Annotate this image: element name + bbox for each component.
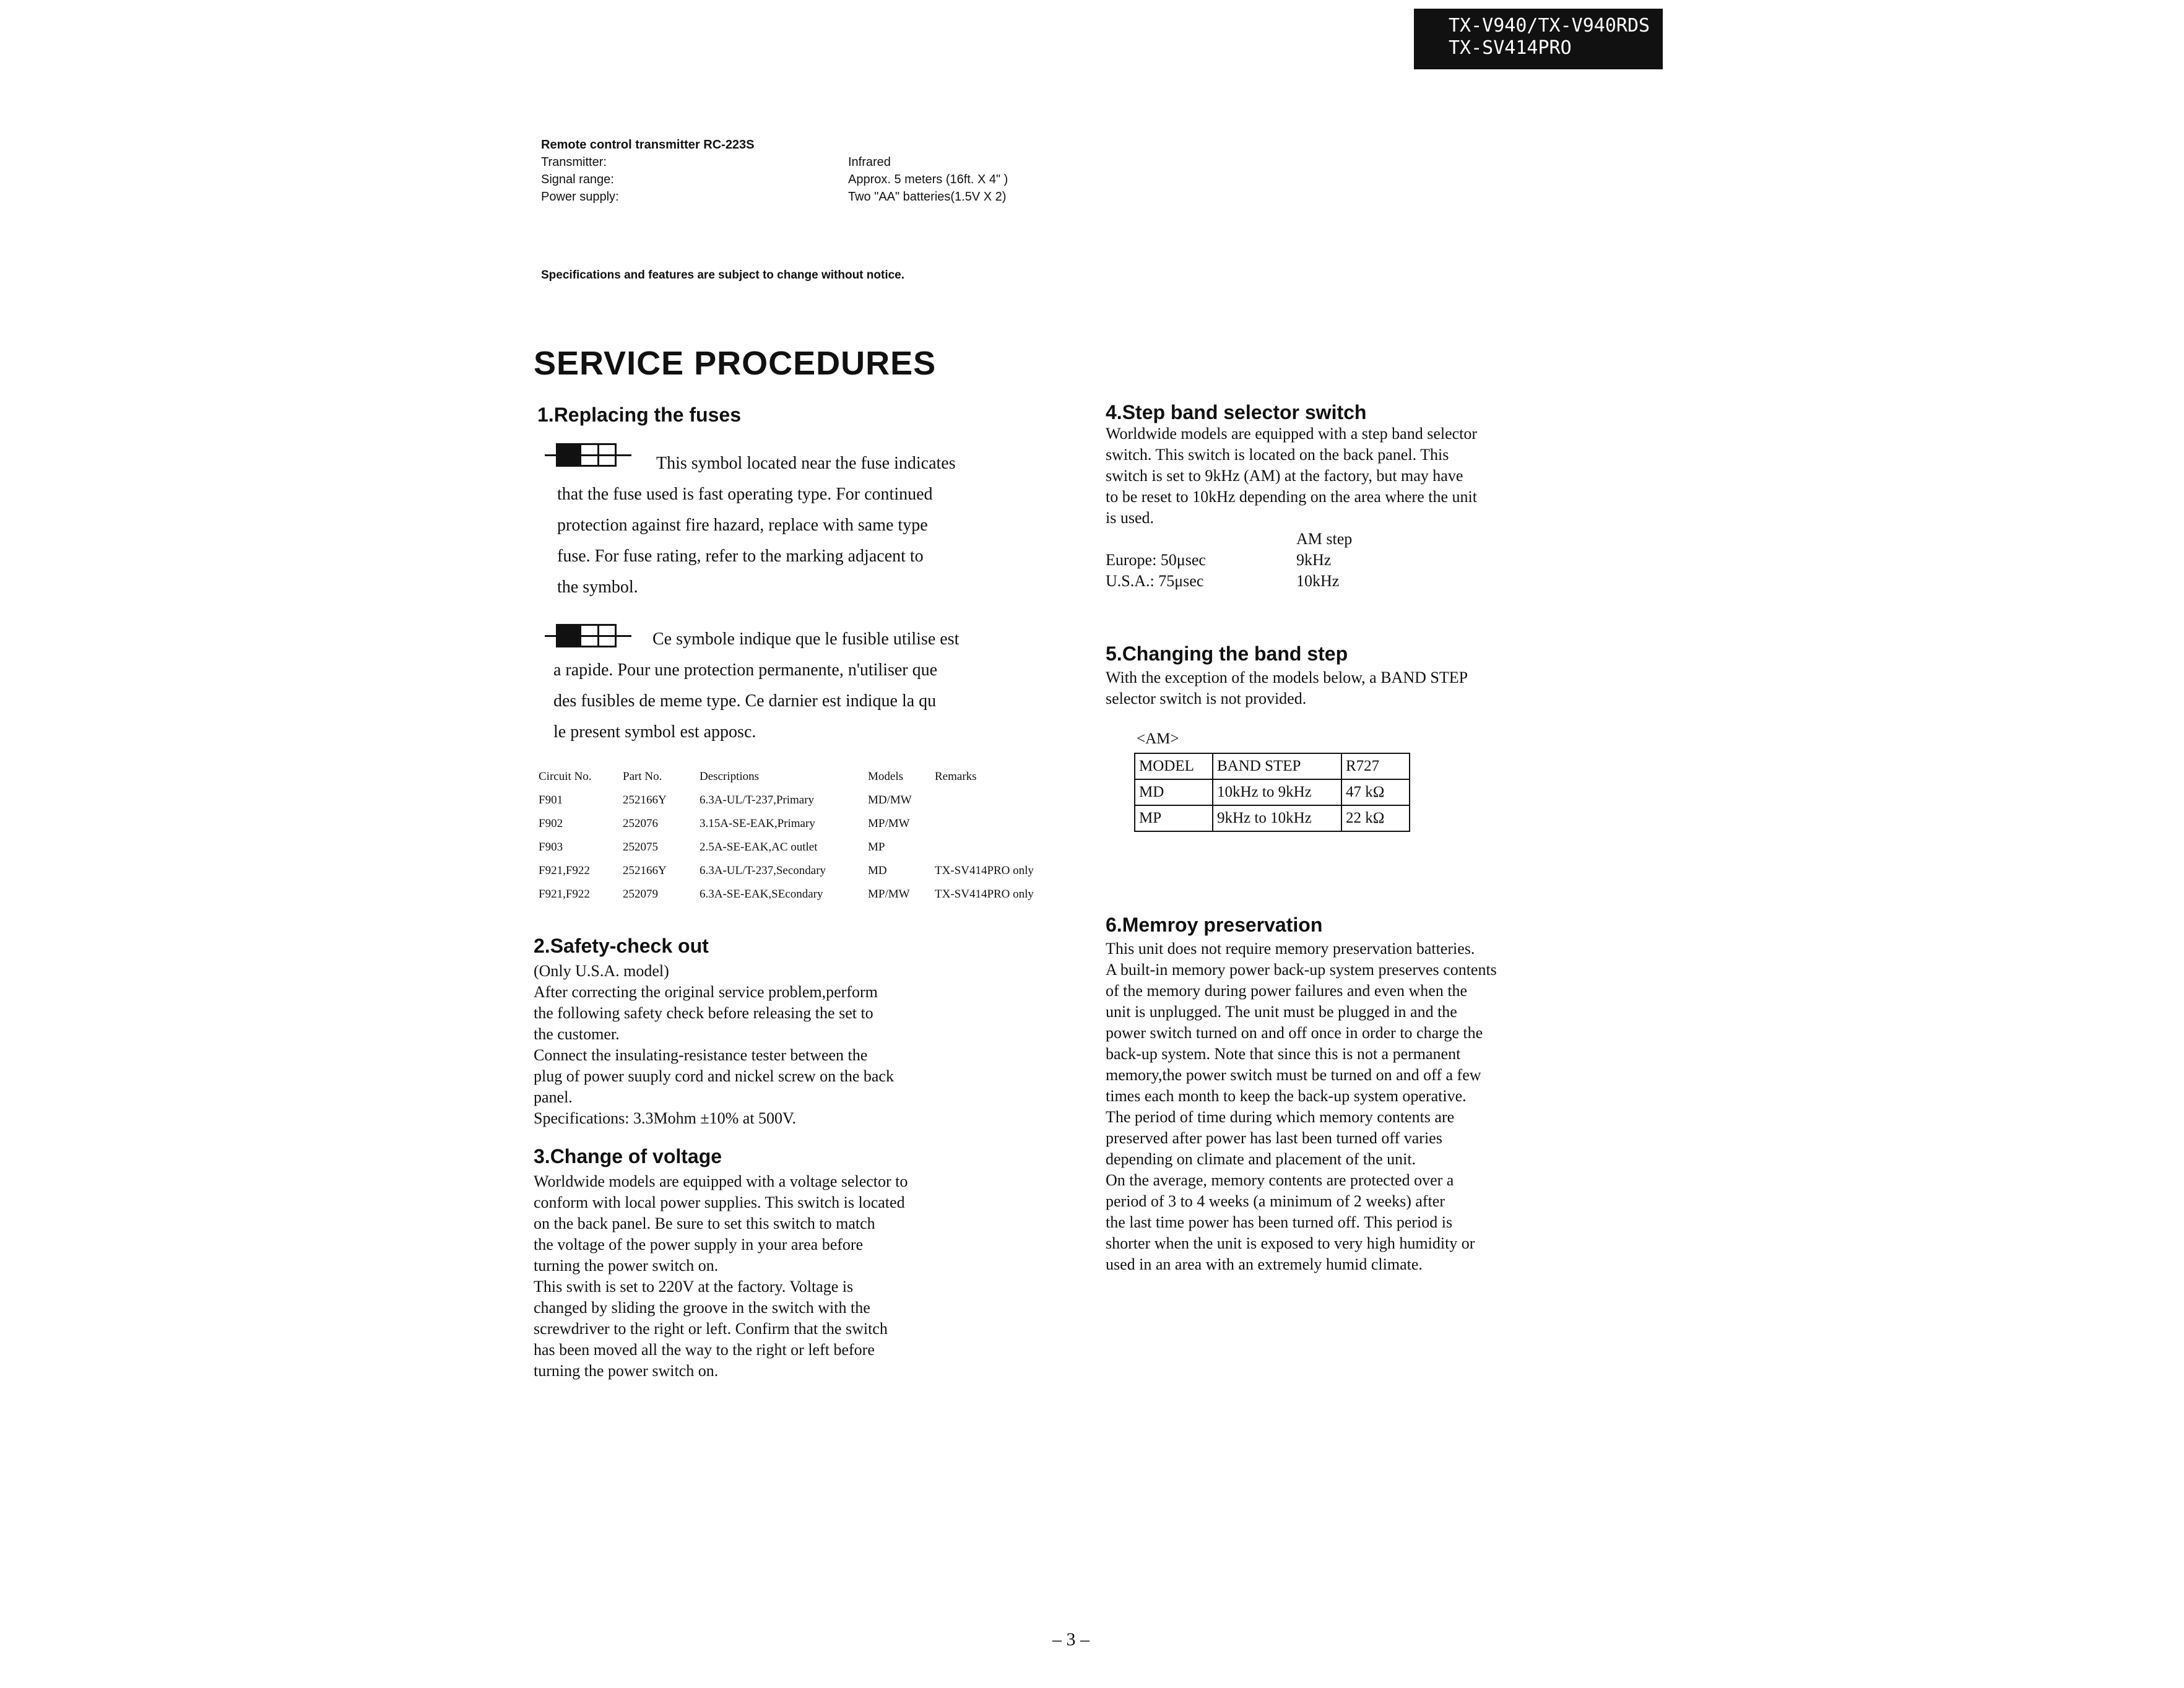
table-cell: F901 — [539, 794, 563, 807]
text-line: This symbol located near the fuse indicates — [656, 454, 956, 473]
text-line: turning the power switch on. — [534, 1362, 719, 1380]
remote-spec-title: Remote control transmitter RC-223S — [541, 138, 755, 152]
table-cell: 10kHz to 9kHz — [1213, 779, 1341, 805]
column-header: Part No. — [623, 770, 662, 783]
text-line: (Only U.S.A. model) — [534, 962, 669, 980]
table-row — [539, 859, 1059, 883]
model-line-1: TX-V940/TX-V940RDS — [1449, 15, 1650, 37]
text-line: a rapide. Pour une protection permanente, n'utiliser que — [553, 660, 938, 680]
table-cell: 252075 — [623, 841, 658, 854]
text-line: selector switch is not provided. — [1106, 690, 1307, 708]
text-line: the symbol. — [557, 578, 638, 597]
text-line: used in an area with an extremely humid climate. — [1106, 1255, 1423, 1273]
am-table-caption: <AM> — [1137, 730, 1179, 747]
region-label: U.S.A.: 75μsec — [1106, 572, 1204, 590]
text-line: turning the power switch on. — [534, 1257, 719, 1275]
text-line: times each month to keep the back-up system operative. — [1106, 1087, 1467, 1105]
text-line: switch is set to 9kHz (AM) at the factory, but may have — [1106, 467, 1463, 485]
text-line: After correcting the original service problem,perform — [534, 983, 878, 1001]
memory-text — [1106, 938, 1626, 1275]
text-line: With the exception of the models below, a BAND STEP — [1106, 669, 1468, 686]
spec-value: Infrared — [848, 155, 891, 169]
table-header-row — [1135, 753, 1410, 779]
table-cell: MP/MW — [868, 888, 910, 901]
text-line: of the memory during power failures and even when the — [1106, 982, 1468, 1000]
text-line: is used. — [1106, 509, 1154, 527]
text-line: has been moved all the way to the right or left before — [534, 1341, 875, 1359]
step-band-text — [1106, 423, 1613, 529]
text-line: On the average, memory contents are protected over a — [1106, 1171, 1454, 1189]
section-heading-voltage: 3.Change of voltage — [534, 1145, 722, 1167]
table-row — [1135, 805, 1410, 831]
column-header: Remarks — [935, 770, 977, 783]
table-cell: MD — [1135, 779, 1213, 805]
table-cell: TX-SV414PRO only — [935, 864, 1034, 877]
text-line: the following safety check before releasing the set to — [534, 1004, 873, 1022]
step-value: 9kHz — [1296, 551, 1332, 569]
section-heading-fuses: 1.Replacing the fuses — [537, 404, 741, 426]
model-line-2: TX-SV414PRO — [1449, 37, 1572, 59]
text-line: The period of time during which memory contents are — [1106, 1108, 1455, 1126]
table-row — [539, 812, 1059, 836]
column-header: Descriptions — [700, 770, 760, 783]
safety-check-text — [534, 961, 1029, 1129]
table-cell: F902 — [539, 817, 563, 830]
text-line: conform with local power supplies. This switch is located — [534, 1193, 905, 1211]
remote-spec — [541, 136, 1160, 210]
text-line: A built-in memory power back-up system preserves contents — [1106, 961, 1497, 979]
text-line: Specifications: 3.3Mohm ±10% at 500V. — [534, 1109, 796, 1127]
text-line: power switch turned on and off once in order to charge the — [1106, 1024, 1483, 1042]
spec-value: Two "AA" batteries(1.5V X 2) — [848, 190, 1007, 204]
table-cell: MD/MW — [868, 794, 912, 807]
column-header: Circuit No. — [539, 770, 592, 783]
text-line: back-up system. Note that since this is not a permanent — [1106, 1045, 1461, 1063]
band-step-text — [1106, 667, 1613, 709]
text-line: on the back panel. Be sure to set this switch to match — [534, 1214, 875, 1232]
spec-label: Power supply: — [541, 190, 619, 204]
text-line: unit is unplugged. The unit must be plugged in and the — [1106, 1003, 1457, 1021]
table-cell: F903 — [539, 841, 563, 854]
step-value: 10kHz — [1296, 572, 1340, 590]
text-line: plug of power suuply cord and nickel screw on the back — [534, 1067, 894, 1085]
table-header-row — [539, 765, 1059, 789]
table-cell: MP — [868, 841, 885, 854]
fuse-note-french — [553, 624, 1024, 748]
column-header: R727 — [1341, 753, 1410, 779]
table-cell — [935, 812, 1059, 836]
table-cell: F921,F922 — [539, 888, 590, 901]
table-row — [539, 836, 1059, 859]
column-header: Models — [868, 770, 903, 783]
text-line: panel. — [534, 1088, 573, 1106]
section-heading-step-band: 4.Step band selector switch — [1106, 401, 1367, 423]
text-line: memory,the power switch must be turned on and off a few — [1106, 1066, 1481, 1084]
text-line: changed by sliding the groove in the switch with the — [534, 1299, 870, 1317]
table-cell: 6.3A-UL/T-237,Secondary — [700, 864, 826, 877]
table-cell: MD — [868, 864, 887, 877]
table-cell: 6.3A-UL/T-237,Primary — [700, 794, 815, 807]
table-row — [539, 789, 1059, 812]
text-line: period of 3 to 4 weeks (a minimum of 2 weeks) after — [1106, 1192, 1445, 1210]
text-line: Ce symbole indique que le fusible utilise est — [652, 630, 960, 649]
table-cell: 252166Y — [623, 864, 667, 877]
voltage-text — [534, 1171, 1041, 1382]
table-row — [1135, 779, 1410, 805]
section-heading-band-step: 5.Changing the band step — [1106, 643, 1348, 665]
text-line: shorter when the unit is exposed to very high humidity or — [1106, 1234, 1475, 1252]
table-cell: 3.15A-SE-EAK,Primary — [700, 817, 815, 830]
band-step-table — [1134, 753, 1410, 832]
table-cell: 252079 — [623, 888, 658, 901]
model-badge — [1414, 9, 1663, 69]
text-line: fuse. For fuse rating, refer to the marking adjacent to — [557, 547, 924, 566]
text-line: Connect the insulating-resistance tester between the — [534, 1046, 868, 1064]
am-step-label: AM step — [1296, 530, 1353, 548]
table-cell: 47 kΩ — [1341, 779, 1410, 805]
text-line: that the fuse used is fast operating type. For continued — [557, 485, 933, 504]
text-line: This swith is set to 220V at the factory. Voltage is — [534, 1278, 854, 1296]
column-header: BAND STEP — [1213, 753, 1341, 779]
table-cell: 22 kΩ — [1341, 805, 1410, 831]
table-cell: F921,F922 — [539, 864, 590, 877]
spec-label: Signal range: — [541, 173, 614, 186]
region-label: Europe: 50μsec — [1106, 551, 1206, 569]
section-heading-memory: 6.Memroy preservation — [1106, 914, 1323, 936]
table-cell: 252076 — [623, 817, 658, 830]
page-number: – 3 – — [1052, 1629, 1090, 1650]
table-cell: TX-SV414PRO only — [935, 888, 1034, 901]
table-cell: 6.3A-SE-EAK,SEcondary — [700, 888, 823, 901]
table-cell: 2.5A-SE-EAK,AC outlet — [700, 841, 818, 854]
am-step-table — [1106, 529, 1477, 597]
text-line: screwdriver to the right or left. Confirm that the switch — [534, 1320, 888, 1338]
page-title: SERVICE PROCEDURES — [534, 345, 937, 382]
text-line: des fusibles de meme type. Ce darnier est indique la qu — [553, 691, 937, 711]
text-line: preserved after power has last been turned off varies — [1106, 1129, 1442, 1147]
text-line: le present symbol est apposc. — [553, 722, 756, 742]
table-cell: 9kHz to 10kHz — [1213, 805, 1341, 831]
text-line: Worldwide models are equipped with a step band selector — [1106, 425, 1478, 443]
text-line: Worldwide models are equipped with a voltage selector to — [534, 1172, 908, 1190]
column-header: MODEL — [1135, 753, 1213, 779]
text-line: the voltage of the power supply in your area before — [534, 1236, 864, 1253]
section-heading-safety: 2.Safety-check out — [534, 935, 709, 957]
table-cell: MP — [1135, 805, 1213, 831]
text-line: This unit does not require memory preservation batteries. — [1106, 940, 1475, 958]
text-line: the customer. — [534, 1025, 620, 1043]
spec-value: Approx. 5 meters (16ft. X 4" ) — [848, 173, 1008, 186]
text-line: depending on climate and placement of the unit. — [1106, 1150, 1416, 1168]
change-notice: Specifications and features are subject to change without notice. — [541, 269, 905, 282]
text-line: the last time power has been turned off. This period is — [1106, 1213, 1453, 1231]
table-cell: MP/MW — [868, 817, 910, 830]
text-line: protection against fire hazard, replace with same type — [557, 516, 928, 535]
fuse-note-english — [557, 448, 1028, 603]
text-line: to be reset to 10kHz depending on the area where the unit — [1106, 488, 1477, 506]
table-cell — [935, 789, 1059, 812]
table-cell: 252166Y — [623, 794, 667, 807]
table-cell — [935, 836, 1059, 859]
fuse-parts-table — [539, 765, 1059, 906]
table-row — [539, 883, 1059, 906]
spec-label: Transmitter: — [541, 155, 607, 169]
text-line: switch. This switch is located on the back panel. This — [1106, 446, 1449, 464]
